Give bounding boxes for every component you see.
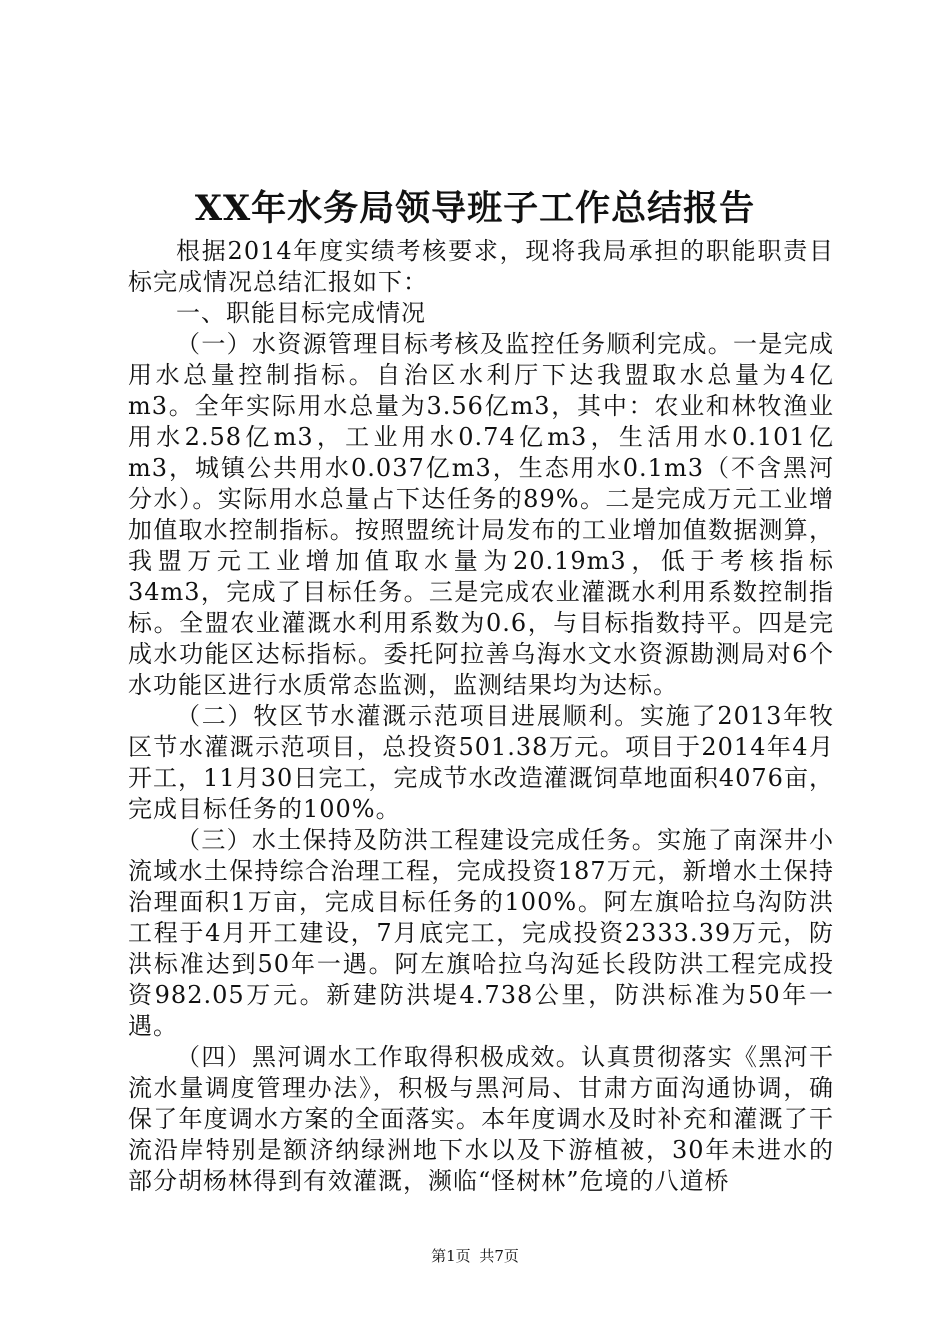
paragraph-irrigation: （二）牧区节水灌溉示范项目进展顺利。实施了2013年牧区节水灌溉示范项目，总投资501.38万元。项目于2014年4月开工，11月30日完工，完成节水改造灌溉饲草地面积4076亩，完成目标任务的100%。	[128, 702, 834, 823]
intro-paragraph: 根据2014年度实绩考核要求，现将我局承担的职能职责目标完成情况总结汇报如下：	[128, 237, 834, 296]
paragraph-heihe: （四）黑河调水工作取得积极成效。认真贯彻落实《黑河干流水量调度管理办法》，积极与黑河局、甘肃方面沟通协调，确保了年度调水方案的全面落实。本年度调水及时补充和灌溉了干流沿岸特别是额济纳绿洲地下水以及下游植被，30年未进水的部分胡杨林得到有效灌溉，濒临“怪树林”危境的八道桥	[128, 1043, 834, 1195]
paragraph-flood-control: （三）水土保持及防洪工程建设完成任务。实施了南深井小流域水土保持综合治理工程，完成投资187万元，新增水土保持治理面积1万亩，完成目标任务的100%。阿左旗哈拉乌沟防洪工程于4月开工建设，7月底完工，完成投资2333.39万元，防洪标准达到50年一遇。阿左旗哈拉乌沟延长段防洪工程完成投资982.05万元。新建防洪堤4.738公里，防洪标准为50年一遇。	[128, 826, 834, 1040]
paragraph-water-resources: （一）水资源管理目标考核及监控任务顺利完成。一是完成用水总量控制指标。自治区水利厅下达我盟取水总量为4亿m3。全年实际用水总量为3.56亿m3，其中：农业和林牧渔业用水2.58亿m3，工业用水0.74亿m3，生活用水0.101亿m3，城镇公共用水0.037亿m3，生态用水0.1m3（不含黑河分水）。实际用水总量占下达任务的89%。二是完成万元工业增加值取水控制指标。按照盟统计局发布的工业增加值数据测算，我盟万元工业增加值取水量为20.19m3，低于考核指标34m3，完成了目标任务。三是完成农业灌溉水利用系数控制指标。全盟农业灌溉水利用系数为0.6，与目标指数持平。四是完成水功能区达标指标。委托阿拉善乌海水文水资源勘测局对6个水功能区进行水质常态监测，监测结果均为达标。	[128, 330, 834, 699]
section-heading: 一、职能目标完成情况	[176, 299, 426, 327]
document-body	[128, 236, 834, 1197]
document-title: XX年水务局领导班子工作总结报告	[194, 188, 756, 229]
page-footer: 第1页 共7页	[431, 1247, 519, 1265]
